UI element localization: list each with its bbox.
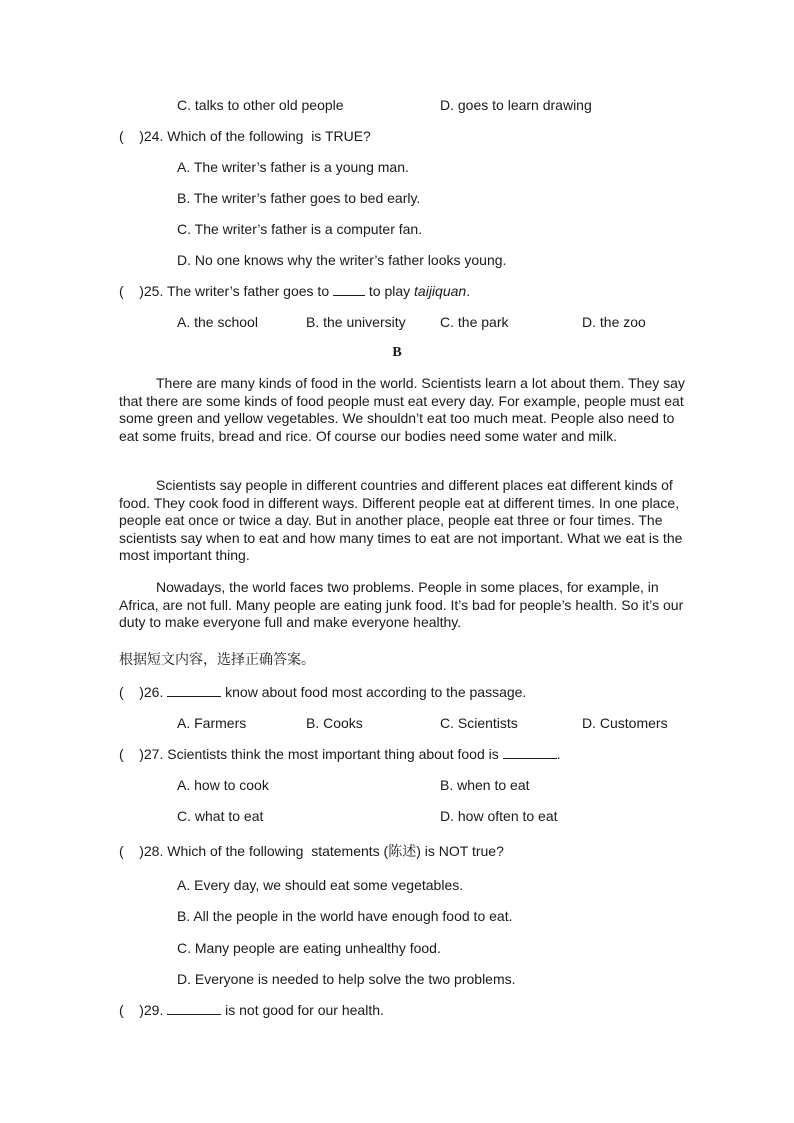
q23-option-c: C. talks to other old people — [177, 97, 344, 113]
q26-option-a: A. Farmers — [177, 715, 247, 731]
question-26 — [119, 684, 526, 701]
q26-prefix: ( )26. — [119, 684, 168, 700]
q29-prefix: ( )29. — [119, 1002, 168, 1018]
q24-option-a: A. The writer’s father is a young man. — [177, 159, 409, 175]
answer-blank — [503, 746, 557, 759]
q27-stem-before: Scientists think the most important thing about food is — [167, 746, 503, 762]
question-28 — [119, 843, 504, 860]
q28-option-a: A. Every day, we should eat some vegetables. — [177, 877, 464, 893]
answer-blank — [167, 684, 221, 697]
question-27 — [119, 746, 561, 763]
q25-stem-before: The writer’s father goes to — [166, 283, 333, 299]
q24-stem: Which of the following is TRUE? — [167, 128, 371, 144]
q24-option-c: C. The writer’s father is a computer fan. — [177, 221, 423, 237]
q27-prefix: ( )27. — [119, 746, 168, 762]
question-25 — [119, 283, 470, 300]
passage-paragraph-3: Nowadays, the world faces two problems. People in some places, for example, in Africa, are not full. Many people are eating junk food. It’s bad for people’s health. So it’s our duty to make everyone full and make everyone healthy. — [119, 579, 684, 631]
q28-option-b: B. All the people in the world have enough food to eat. — [177, 908, 513, 924]
question-29 — [119, 1002, 384, 1019]
instruction: 根据短文内容，选择正确答案。 — [119, 651, 315, 667]
q28-option-d: D. Everyone is needed to help solve the two problems. — [177, 971, 516, 987]
q28-option-c: C. Many people are eating unhealthy food. — [177, 940, 441, 956]
passage-paragraph-2: Scientists say people in different countries and different places eat different kinds of food. They cook food in different ways. Different people eat at different times. In one place, people eat once or twice a day. But in another place, people eat three or four times. The scientists say when to eat and how many times to eat are not important. What we eat is the most important thing. — [119, 477, 683, 564]
q24-prefix: ( )24. — [119, 128, 168, 144]
q25-prefix: ( )25. — [119, 283, 167, 299]
answer-blank — [167, 1002, 221, 1015]
passage-paragraph-1: There are many kinds of food in the world. Scientists learn a lot about them. They say that there are some kinds of food people must eat every day. For example, people must eat some green and yellow vegetables. We shouldn’t eat too much meat. People also need to eat some fruits, bread and rice. Of course our bodies need some water and milk. — [119, 375, 685, 444]
q27-option-b: B. when to eat — [440, 777, 530, 793]
q25-option-b: B. the university — [306, 314, 406, 330]
q23-option-d: D. goes to learn drawing — [440, 97, 592, 113]
q25-option-a: A. the school — [177, 314, 258, 330]
q26-option-d: D. Customers — [582, 715, 668, 731]
q25-option-c: C. the park — [440, 314, 509, 330]
q28-stem: Which of the following statements (陈述) is NOT true? — [167, 843, 504, 859]
q25-stem-italic: taijiquan — [414, 283, 467, 299]
q27-stem-end: . — [556, 746, 561, 762]
section-title: B — [392, 345, 402, 360]
q25-stem-end: . — [466, 283, 471, 299]
q27-option-a: A. how to cook — [177, 777, 269, 793]
q25-option-d: D. the zoo — [582, 314, 646, 330]
question-24 — [119, 128, 371, 145]
answer-blank — [333, 283, 365, 296]
q26-stem-after: know about food most according to the passage. — [221, 684, 527, 700]
q27-option-d: D. how often to eat — [440, 808, 558, 824]
q24-option-b: B. The writer’s father goes to bed early. — [177, 190, 421, 206]
q29-stem-after: is not good for our health. — [221, 1002, 384, 1018]
q25-stem-after: to play — [365, 283, 415, 299]
q27-option-c: C. what to eat — [177, 808, 264, 824]
q26-option-b: B. Cooks — [306, 715, 363, 731]
q24-option-d: D. No one knows why the writer’s father looks young. — [177, 252, 507, 268]
q26-option-c: C. Scientists — [440, 715, 518, 731]
q28-prefix: ( )28. — [119, 843, 168, 859]
